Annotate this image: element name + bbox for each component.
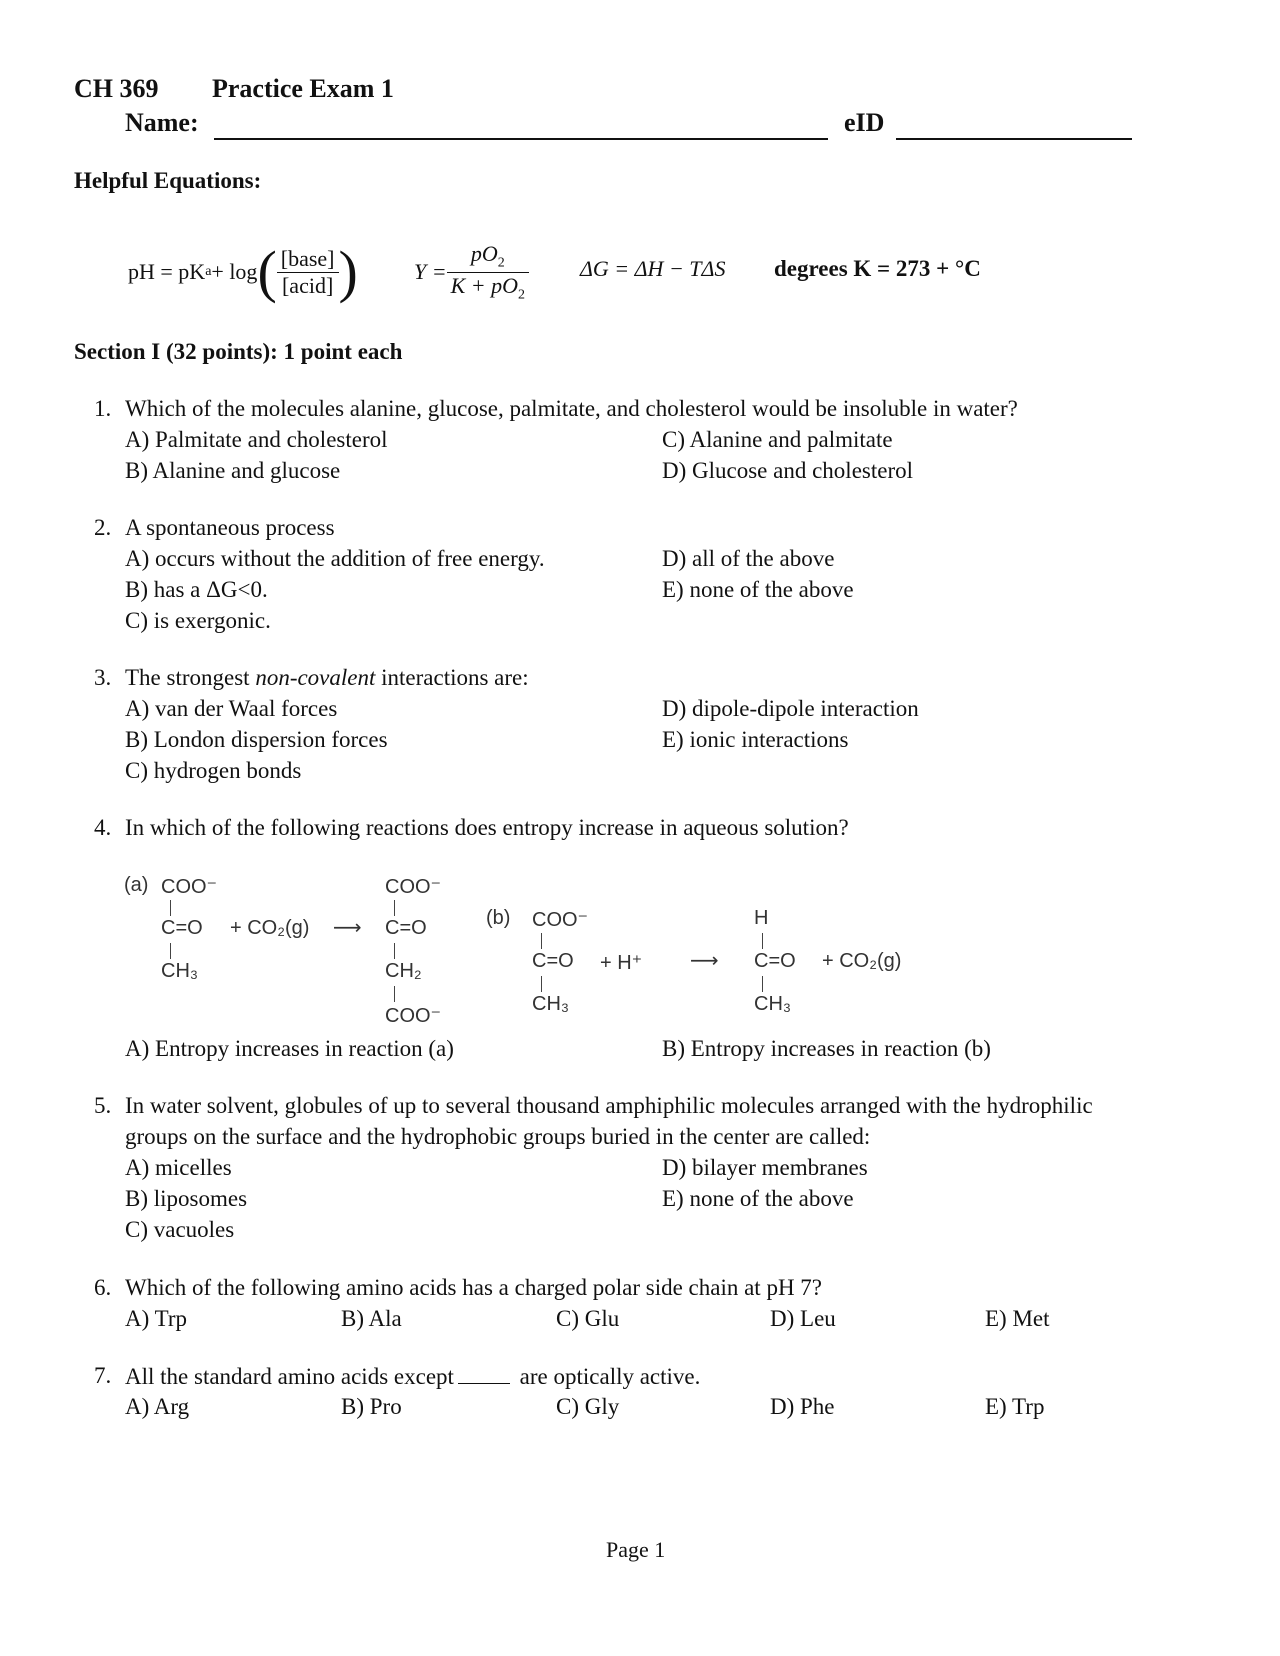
q1-number: 1. xyxy=(94,396,112,421)
reaction-b-plus-h: + H⁺ xyxy=(600,952,643,974)
reaction-a-reactant-co: C=O xyxy=(161,917,203,939)
section-title: Section I (32 points): 1 point each xyxy=(74,339,403,364)
q2-text: A spontaneous process xyxy=(125,515,335,540)
q5-option-c[interactable]: C) vacuoles xyxy=(125,1217,235,1242)
henderson-hasselbalch-equation xyxy=(128,234,358,310)
q5-option-e[interactable]: E) none of the above xyxy=(662,1186,854,1211)
q6-text: Which of the following amino acids has a charged polar side chain at pH 7? xyxy=(125,1275,823,1300)
q7-text: All the standard amino acids except are optically active. xyxy=(125,1364,701,1389)
q1-option-c[interactable]: C) Alanine and palmitate xyxy=(662,427,893,452)
eid-label: eID xyxy=(844,108,885,137)
bond-line xyxy=(762,976,763,992)
base-acid-fraction xyxy=(277,246,339,299)
reaction-a-arrow: ⟶ xyxy=(333,917,362,939)
gibbs-equation: ΔG = ΔH − TΔS xyxy=(580,256,726,281)
q1-option-d[interactable]: D) Glucose and cholesterol xyxy=(662,458,914,483)
q6-option-b[interactable]: B) Ala xyxy=(341,1306,402,1331)
reaction-a-reactant-ch3: CH₃ xyxy=(161,960,199,982)
q6-option-c[interactable]: C) Glu xyxy=(556,1306,620,1331)
reaction-b-reactant-ch3: CH₃ xyxy=(532,993,570,1015)
q3-option-d[interactable]: D) dipole-dipole interaction xyxy=(662,696,919,721)
q3-option-b[interactable]: B) London dispersion forces xyxy=(125,727,388,752)
q2-number: 2. xyxy=(94,515,112,540)
acid-term: [acid] xyxy=(277,272,339,299)
q3-text: The strongest non-covalent interactions are: xyxy=(125,665,529,690)
q3-option-c[interactable]: C) hydrogen bonds xyxy=(125,758,302,783)
y-lhs: Y = xyxy=(414,259,447,284)
q5-option-b[interactable]: B) liposomes xyxy=(125,1186,248,1211)
q7-option-b[interactable]: B) Pro xyxy=(341,1394,402,1419)
q5-number: 5. xyxy=(94,1093,112,1118)
reaction-b-reactant-coo: COO⁻ xyxy=(532,909,589,931)
q2-option-c[interactable]: C) is exergonic. xyxy=(125,608,271,633)
q6-option-e[interactable]: E) Met xyxy=(985,1306,1050,1331)
po2-fraction xyxy=(447,241,529,303)
bond-line xyxy=(170,943,171,959)
reaction-b-label: (b) xyxy=(486,907,511,929)
reaction-a-product-ch2: CH₂ xyxy=(385,960,422,982)
reaction-a-product-coo-bottom: COO⁻ xyxy=(385,1005,442,1027)
q2-option-e[interactable]: E) none of the above xyxy=(662,577,854,602)
base-term: [base] xyxy=(280,245,335,271)
q3-option-e[interactable]: E) ionic interactions xyxy=(662,727,849,752)
po2-denominator: $K + pO_2$ xyxy=(447,272,529,303)
name-label: Name: xyxy=(125,108,199,137)
reaction-b-plus-co2: + CO₂(g) xyxy=(822,950,902,972)
reaction-b-product-ch3: CH₃ xyxy=(754,993,792,1015)
q3-emphasis: non-covalent xyxy=(255,665,376,690)
q4-option-a[interactable]: A) Entropy increases in reaction (a) xyxy=(125,1036,454,1061)
q3-option-a[interactable]: A) van der Waal forces xyxy=(125,696,338,721)
reaction-b-product-co: C=O xyxy=(754,950,796,972)
q3-number: 3. xyxy=(94,665,112,690)
left-paren: ( xyxy=(257,239,277,304)
q5-option-a[interactable]: A) micelles xyxy=(125,1155,232,1180)
q6-option-d[interactable]: D) Leu xyxy=(770,1306,836,1331)
q7-blank[interactable] xyxy=(458,1363,510,1384)
ph-lhs: pH = pK xyxy=(128,259,206,284)
q5-option-d[interactable]: D) bilayer membranes xyxy=(662,1155,868,1180)
exam-title: Practice Exam 1 xyxy=(212,74,394,103)
q6-option-a[interactable]: A) Trp xyxy=(125,1306,188,1331)
name-blank[interactable] xyxy=(214,138,828,140)
q6-number: 6. xyxy=(94,1275,112,1300)
reaction-a-label: (a) xyxy=(124,874,149,896)
q1-option-b[interactable]: B) Alanine and glucose xyxy=(125,458,341,483)
reaction-a-product-coo-top: COO⁻ xyxy=(385,876,442,898)
q2-option-b[interactable]: B) has a ΔG<0. xyxy=(125,577,268,602)
reaction-a-reactant-coo: COO⁻ xyxy=(161,876,218,898)
q5-text-line2: groups on the surface and the hydrophobic groups buried in the center are called: xyxy=(125,1124,871,1149)
reaction-b-reactant-co: C=O xyxy=(532,950,574,972)
bond-line xyxy=(394,986,395,1002)
bond-line xyxy=(541,933,542,949)
q2-option-a[interactable]: A) occurs without the addition of free energy. xyxy=(125,546,545,571)
bond-line xyxy=(762,933,763,949)
q1-text: Which of the molecules alanine, glucose, palmitate, and cholesterol would be insoluble in water? xyxy=(125,396,1018,421)
equations-heading: Helpful Equations: xyxy=(74,168,262,193)
course-code: CH 369 xyxy=(74,74,159,103)
reaction-a-plus-co2: + CO₂(g) xyxy=(230,917,310,939)
q4-option-b[interactable]: B) Entropy increases in reaction (b) xyxy=(662,1036,991,1061)
bond-line xyxy=(394,900,395,916)
pka-subscript: a xyxy=(205,264,212,279)
q7-number: 7. xyxy=(94,1363,112,1388)
q7-option-c[interactable]: C) Gly xyxy=(556,1394,620,1419)
q7-option-a[interactable]: A) Arg xyxy=(125,1394,190,1419)
right-paren: ) xyxy=(338,239,358,304)
page-number: Page 1 xyxy=(606,1537,666,1562)
q7-option-d[interactable]: D) Phe xyxy=(770,1394,835,1419)
eid-blank[interactable] xyxy=(896,138,1132,140)
q2-option-d[interactable]: D) all of the above xyxy=(662,546,835,571)
bond-line xyxy=(170,900,171,916)
po2-numerator: $pO_2$ xyxy=(470,241,505,271)
q1-option-a[interactable]: A) Palmitate and cholesterol xyxy=(125,427,388,452)
q7-option-e[interactable]: E) Trp xyxy=(985,1394,1045,1419)
q4-text: In which of the following reactions does entropy increase in aqueous solution? xyxy=(125,815,849,840)
reaction-a-product-co: C=O xyxy=(385,917,427,939)
bond-line xyxy=(541,976,542,992)
reaction-b-product-h: H xyxy=(754,907,769,929)
q4-number: 4. xyxy=(94,815,112,840)
kelvin-equation: degrees K = 273 + °C xyxy=(774,256,981,281)
bond-line xyxy=(394,943,395,959)
q5-text-line1: In water solvent, globules of up to several thousand amphiphilic molecules arranged with the hydrophilic xyxy=(125,1093,1093,1118)
reaction-b-arrow: ⟶ xyxy=(690,950,719,972)
log-term: + log xyxy=(211,259,258,284)
oxygen-saturation-equation xyxy=(414,234,529,310)
